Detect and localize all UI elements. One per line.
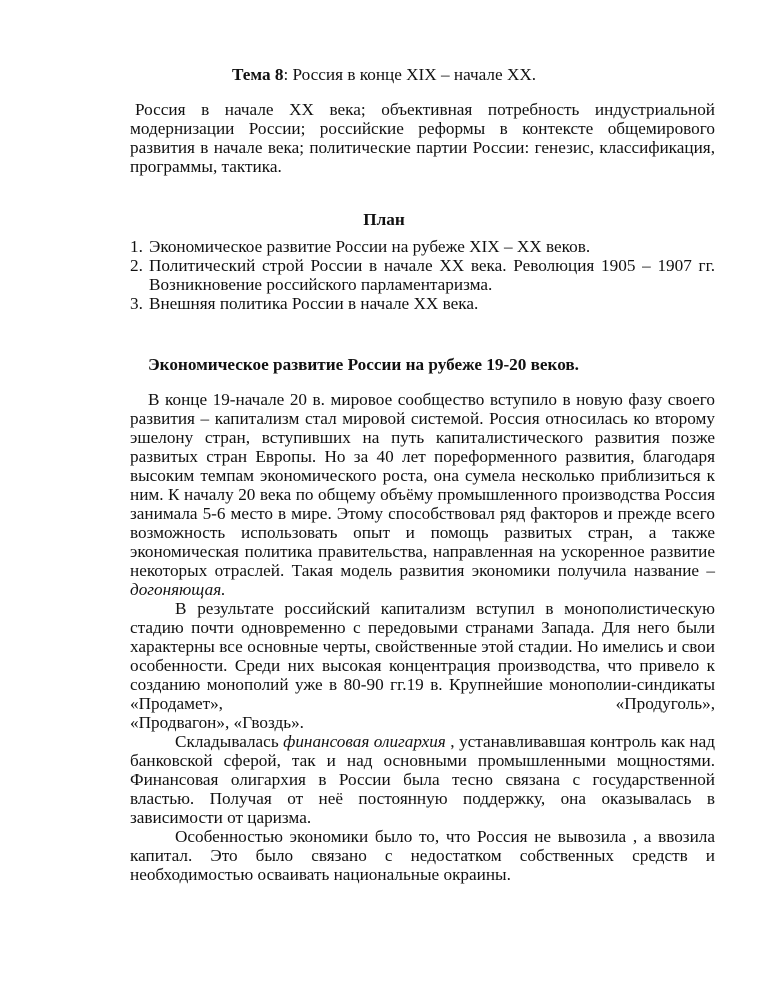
term-catching-up: догоняющая. xyxy=(130,580,226,599)
paragraph-3 xyxy=(130,732,715,827)
plan-item xyxy=(130,256,715,294)
plan-list xyxy=(130,237,715,313)
plan-item-text: Экономическое развитие России на рубеже XIX – XX веков. xyxy=(149,237,591,256)
plan-item-text: Внешняя политика России в начале XX века. xyxy=(149,294,479,313)
section-title: Экономическое развитие России на рубеже 19-20 веков. xyxy=(148,355,579,374)
paragraph-4: Особенностью экономики было то, что Россия не вывозила , а ввозила капитал. Это было связано с недостатком собственных средств и необходимостью осваивать национальные окраины. xyxy=(130,827,715,884)
plan-item xyxy=(130,294,715,313)
term-financial-oligarchy: финансовая олигархия xyxy=(283,732,446,751)
paragraph-3-start: Складывалась xyxy=(175,732,279,751)
plan-title: План xyxy=(363,210,405,229)
plan-item-number: 3. xyxy=(130,294,143,313)
topic-label: Тема 8 xyxy=(231,65,284,84)
paragraph-1 xyxy=(130,390,715,599)
paragraph-3-text: , устанавливавшая контроль как над банковской сферой, так и над основными промышленными мощностями. Финансовая олигархия в России была тесно связана с государственной властью. Получая от неё постоянную поддержку, она оказывалась в зависимости от царизма. xyxy=(130,732,715,827)
plan-item xyxy=(130,237,715,256)
topic-heading xyxy=(0,65,768,84)
topic-title: : Россия в конце XIX – начале XX. xyxy=(283,65,537,84)
paragraph-2-tail: «Продвагон», «Гвоздь». xyxy=(130,713,304,732)
intro-paragraph: Россия в начале XX века; объективная потребность индустриальной модернизации России; российские реформы в контексте общемирового развития в начале века; политические партии России: генезис, классификация, программы, тактика. xyxy=(130,100,715,176)
intro-block xyxy=(130,100,715,176)
paragraph-2 xyxy=(130,599,715,713)
paragraph-1-text: В конце 19-начале 20 в. мировое сообщество вступило в новую фазу своего развития – капитализм стал мировой системой. Россия относилась ко второму эшелону стран, вступивших на путь капиталистического развития позже развитых стран Европы. Но за 40 лет пореформенного развития, благодаря высоким темпам экономического роста, она сумела несколько приблизиться к ним. К началу 20 века по общему объёму промышленного производства Россия занимала 5-6 место в мире. Этому способствовал ряд факторов и прежде всего возможность использовать опыт и помощь развитых стран, а также экономическая политика правительства, направленная на ускоренное развитие некоторых отраслей. Такая модель развития экономики получила название – xyxy=(130,390,715,580)
plan-item-number: 2. xyxy=(130,256,143,275)
section-body xyxy=(130,390,715,884)
paragraph-2-text: В результате российский капитализм вступил в монополистическую стадию почти одновременно с передовыми странами Запада. Для него были характерны все основные черты, свойственные этой стадии. Но имелись и свои особенности. Среди них высокая концентрация производства, что привело к созданию монополий уже в 80-90 гг.19 в. Крупнейшие монополии-синдикаты «Продамет», «Продуголь», xyxy=(130,599,715,713)
plan-item-text: Политический строй России в начале XX века. Революция 1905 – 1907 гг. Возникновение российского парламентаризма. xyxy=(149,256,715,294)
plan-item-number: 1. xyxy=(130,237,143,256)
